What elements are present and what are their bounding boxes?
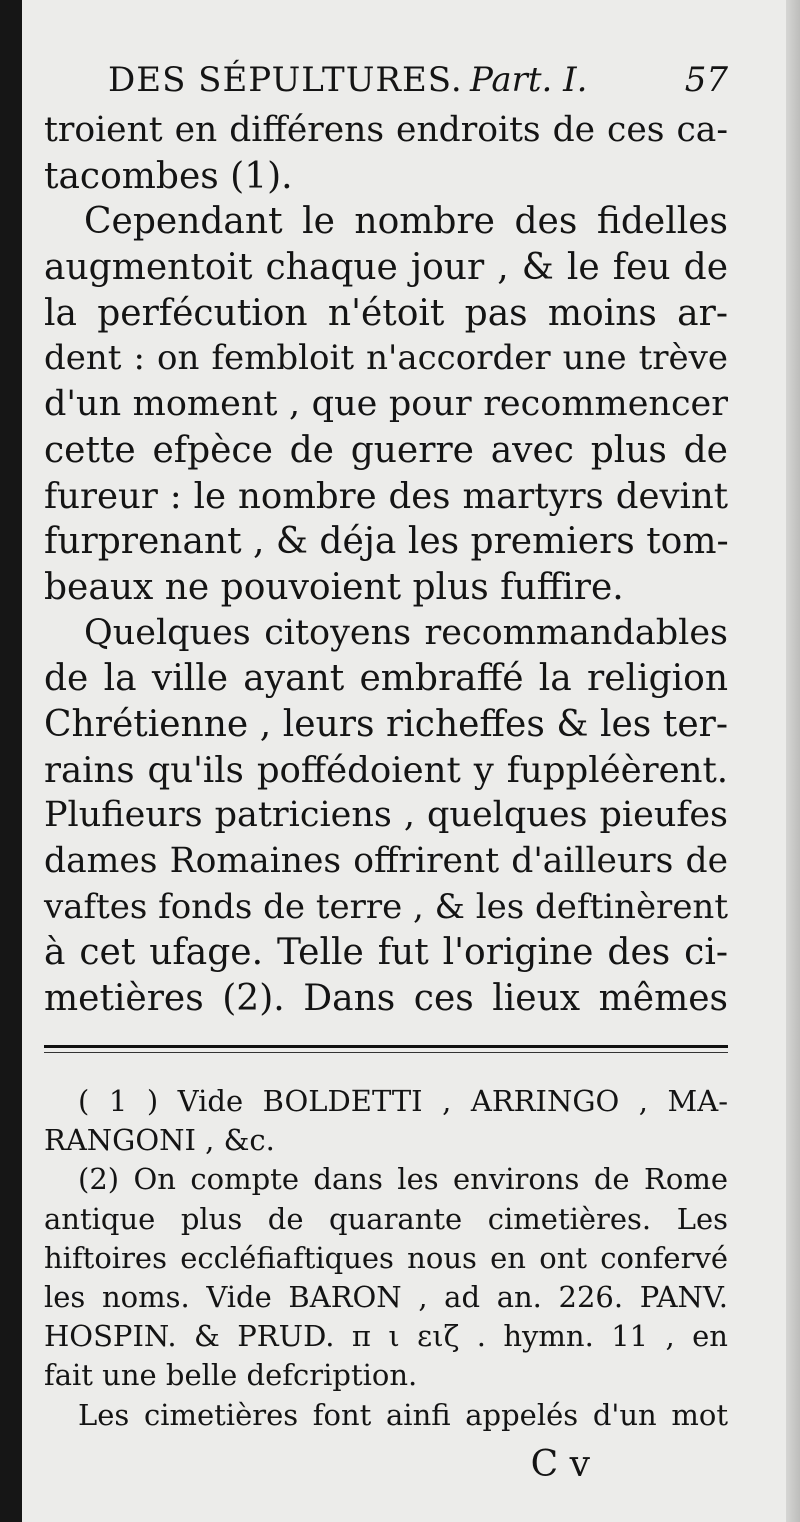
body-line: Plufieurs patriciens , quelques pieufes: [44, 795, 728, 836]
footnote-rule: [44, 1045, 728, 1053]
scan-right-edge: [786, 0, 800, 1522]
body-line: de la ville ayant embraffé la religion: [44, 658, 728, 700]
body-line: cette efpèce de guerre avec plus de: [44, 429, 728, 471]
body-line: Quelques citoyens recommandables: [84, 612, 728, 653]
body-line: fureur : le nombre des martyrs devint: [44, 475, 728, 517]
body-line: metières (2). Dans ces lieux mêmes: [44, 978, 728, 1020]
footnote-line: Les cimetières font ainfi appelés d'un mot: [78, 1397, 728, 1432]
footnote-line: (2) On compte dans les environs de Rome: [78, 1162, 728, 1197]
body-line: la perfécution n'étoit pas moins ar-: [44, 292, 728, 334]
body-line: d'un moment , que pour recommencer: [44, 384, 728, 425]
footnote-line: les noms. Vide BARON , ad an. 226. PANV.: [44, 1279, 728, 1314]
body-line: tacombes (1).: [44, 155, 293, 197]
footnote-line: hiftoires eccléfiaftiques nous en ont confervé: [44, 1240, 728, 1275]
body-line: Chrétienne , leurs richeffes & les ter-: [44, 703, 728, 745]
body-line: troient en différens endroits de ces ca-: [44, 110, 728, 150]
body-line: vaftes fonds de terre , & les deftinèrent: [44, 886, 728, 927]
body-line: furprenant , & déja les premiers tom-: [44, 521, 729, 563]
page-number: 57: [684, 60, 728, 100]
footnotes: [44, 1082, 728, 1435]
footnote-line: ( 1 ) Vide BOLDETTI , ARRINGO , MA-: [78, 1084, 728, 1118]
body-line: rains qu'ils poffédoient y fuppléèrent.: [44, 749, 728, 791]
footnote-line: RANGONI , &c.: [44, 1123, 275, 1158]
body-line: Cependant le nombre des fidelles: [84, 201, 728, 243]
body-line: à cet ufage. Telle fut l'origine des ci-: [44, 932, 728, 974]
body-line: dames Romaines offrirent d'ailleurs de: [44, 841, 728, 881]
body-line: dent : on fembloit n'accorder une trève: [44, 338, 728, 379]
running-header: [108, 55, 728, 105]
body-line: augmentoit chaque jour , & le feu de: [44, 247, 728, 289]
scan-left-edge: [0, 0, 22, 1522]
header-part: Part. I.: [470, 60, 588, 100]
footnote-line: fait une belle defcription.: [44, 1358, 418, 1393]
footnote-line: antique plus de quarante cimetières. Les: [44, 1201, 728, 1236]
catchword: C v: [530, 1444, 590, 1485]
body-line: beaux ne pouvoient plus fuffire.: [44, 566, 624, 608]
body-text: [44, 108, 728, 1022]
header-title: DES SÉPULTURES.: [108, 60, 463, 100]
footnote-line: HOSPIN. & PRUD. π ι ειζ . hymn. 11 , en: [44, 1319, 728, 1354]
